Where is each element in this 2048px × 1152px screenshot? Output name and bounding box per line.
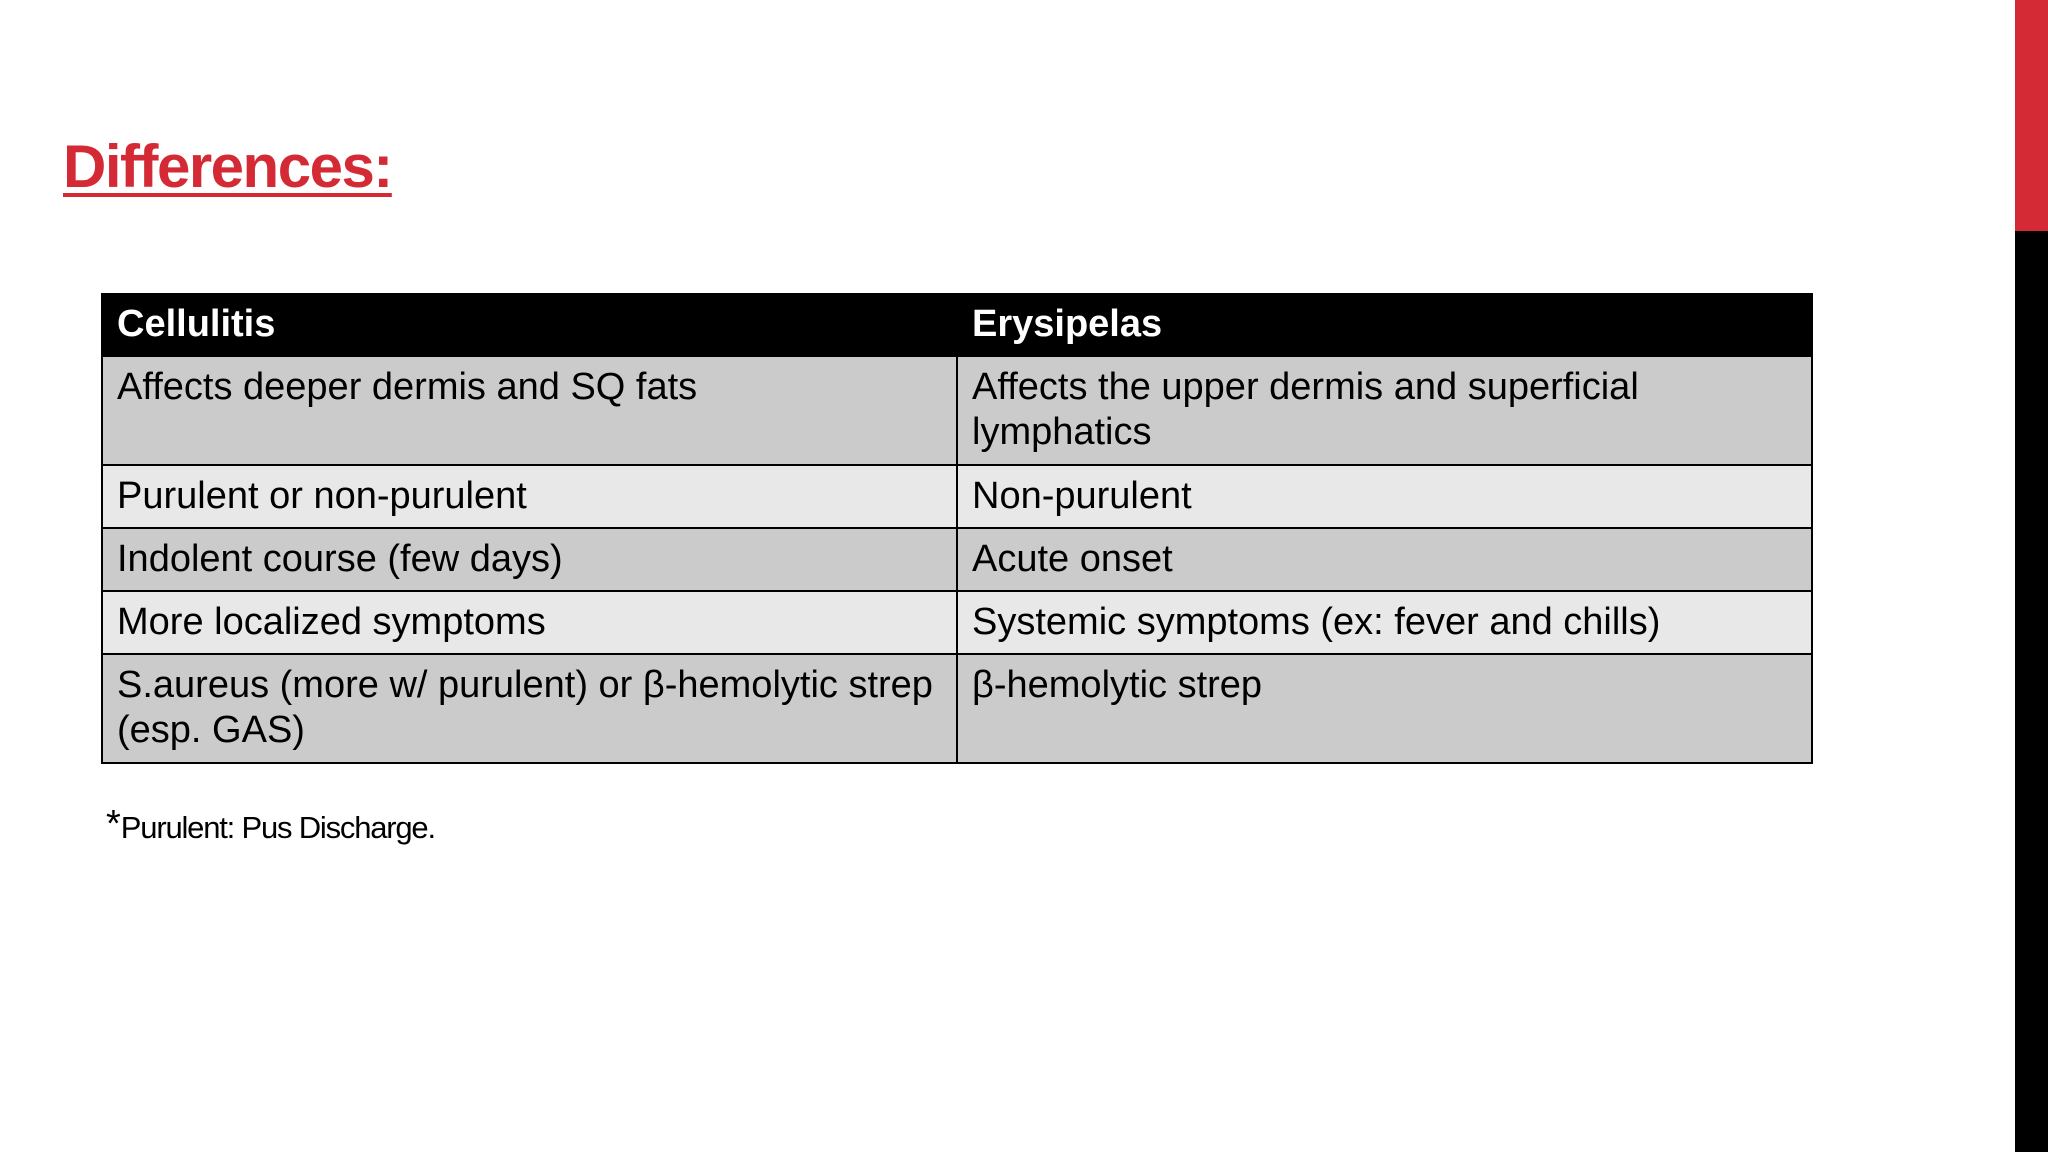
cellulitis-cell: Purulent or non-purulent	[102, 465, 957, 528]
table-header-row	[102, 294, 1812, 356]
table-row	[102, 591, 1812, 654]
table-row	[102, 654, 1812, 763]
table-row	[102, 528, 1812, 591]
footnote-text: Purulent: Pus Discharge.	[120, 810, 435, 845]
table-row	[102, 465, 1812, 528]
erysipelas-cell: Systemic symptoms (ex: fever and chills)	[957, 591, 1812, 654]
header-erysipelas: Erysipelas	[957, 294, 1812, 356]
erysipelas-cell: β-hemolytic strep	[957, 654, 1812, 763]
footnote	[106, 803, 435, 846]
cellulitis-cell: Indolent course (few days)	[102, 528, 957, 591]
erysipelas-cell: Non-purulent	[957, 465, 1812, 528]
footnote-marker: *	[106, 803, 121, 845]
erysipelas-cell: Affects the upper dermis and superficial lymphatics	[957, 356, 1812, 465]
side-bar-accent	[2015, 0, 2048, 231]
cellulitis-cell: More localized symptoms	[102, 591, 957, 654]
comparison-table	[101, 293, 1813, 764]
header-cellulitis: Cellulitis	[102, 294, 957, 356]
cellulitis-cell: Affects deeper dermis and SQ fats	[102, 356, 957, 465]
decorative-side-bar	[2015, 0, 2048, 1152]
slide-title: Differences:	[63, 133, 392, 200]
table-row	[102, 356, 1812, 465]
erysipelas-cell: Acute onset	[957, 528, 1812, 591]
cellulitis-cell: S.aureus (more w/ purulent) or β-hemolytic strep (esp. GAS)	[102, 654, 957, 763]
